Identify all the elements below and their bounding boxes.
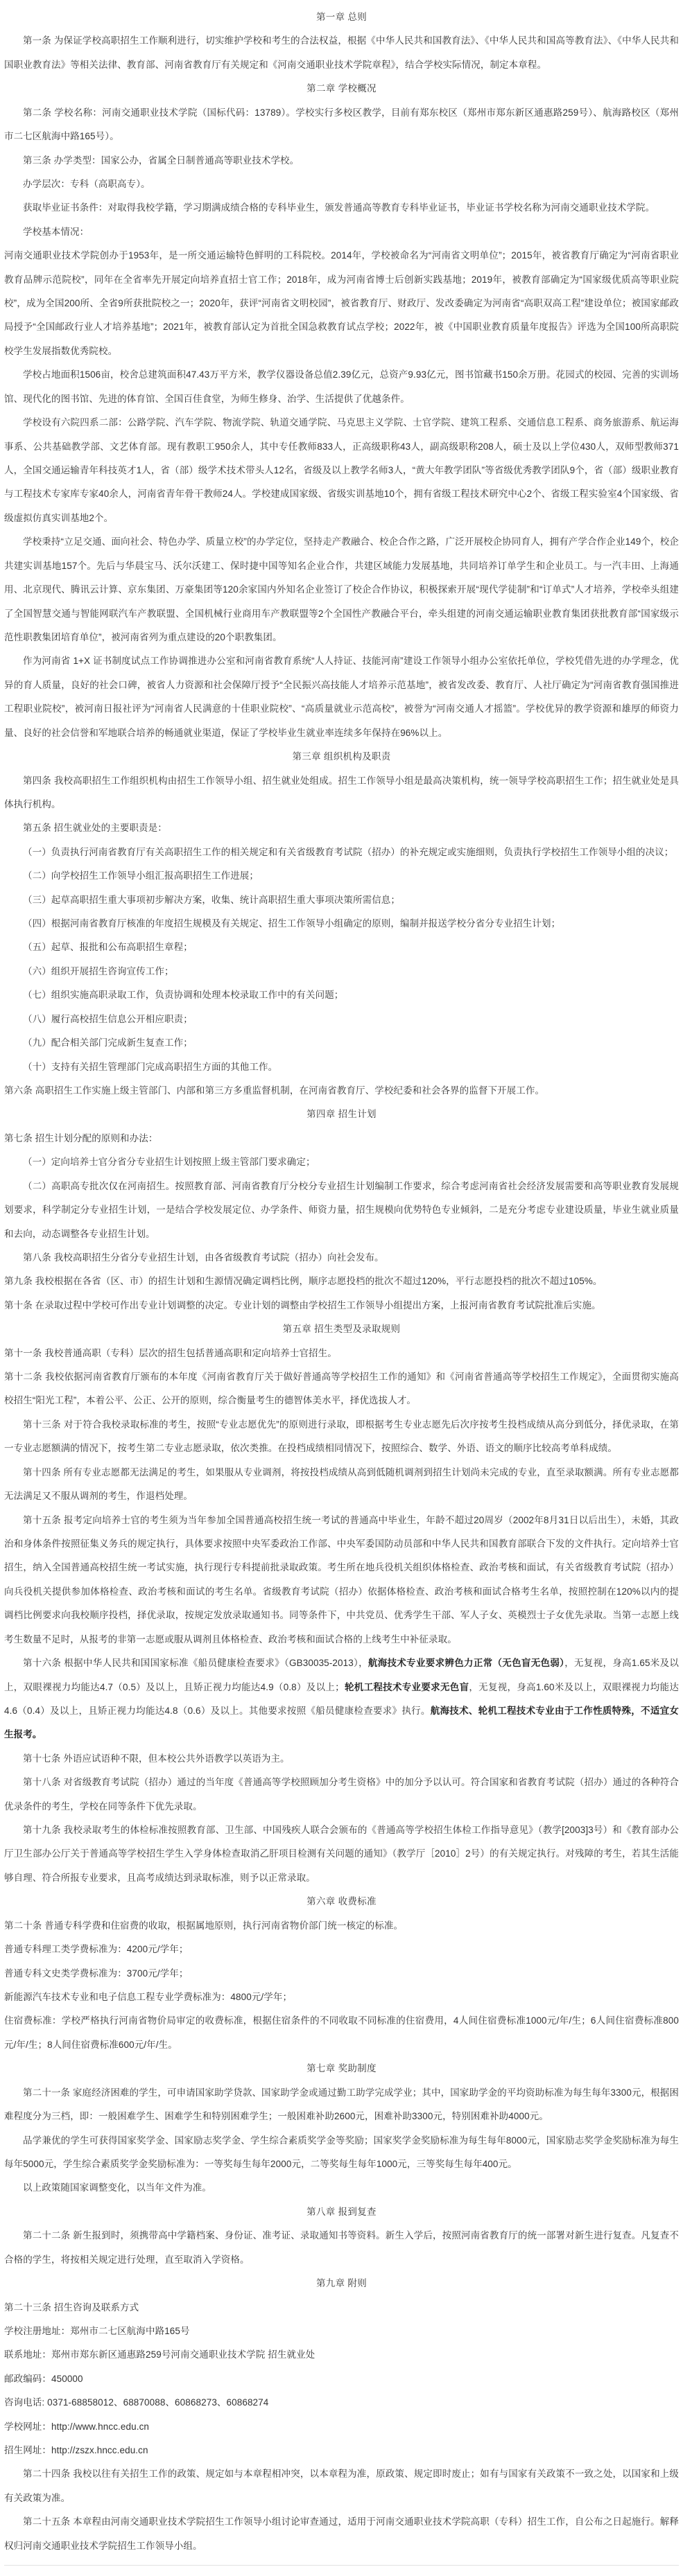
article-5-item-4: （四）根据河南省教育厅核准的年度招生规模及有关规定、招生工作领导小组确定的原则，编制并报送学校分省分专业招生计划； — [23, 918, 561, 929]
article-16-bold-marine-engineering-major: 轮机工程技术专业要求无色盲 — [344, 1681, 469, 1692]
article-5-item-6: （六）组织开展招生咨询宣传工作； — [23, 965, 174, 976]
school-website: 学校网址：http://www.hncc.edu.cn — [4, 2421, 150, 2432]
article-16-bold-female-notice: 航海技术、轮机工程技术专业由于工作性质特殊，不适宜女生报考。 — [4, 1705, 679, 1740]
article-8: 第八条 我校高职招生分省分专业招生计划，由各省级教育考试院（招办）向社会发布。 — [23, 1252, 384, 1263]
article-10: 第十条 在录取过程中学校可作出专业计划调整的决定。专业计划的调整由学校招生工作领导小组提出方案，上报河南省教育考试院批准后实施。 — [4, 1299, 601, 1311]
school-faculty-paragraph: 学校设有六院四系二部：公路学院、汽车学院、物流学院、轨道交通学院、马克思主义学院、士官学院、建筑工程系、交通信息工程系、商务旅游系、航运海事系、公共基础教学部、文艺体育部。现有教职工950余人，其中专任教师833人，正高级职称43人，副高级职称208人，硕士及以上学位430人，双师型教师371人，全国交通运输青年科技英才1人，省（部）级学术技术带头人12名，省级及以上教学名师3人，“黄大年教学团队”等省级优秀教学团队9个，省（部）级职业教育与工程技术专家库专家40余人，河南省青年骨干教师24人。学校建成国家级、省级实训基地10个，拥有省级工程技术研究中心2个、省级工程实验室4个国家级、省级虚拟仿真实训基地2个。 — [4, 417, 679, 523]
article-5-item-9: （九）配合相关部门完成新生复查工作； — [23, 1037, 193, 1049]
article-21: 第二十一条 家庭经济困难的学生，可申请国家助学贷款、国家助学金或通过勤工助学完成学业；其中，国家助学金的平均资助标准为每生每年3300元，根据困难程度分为三档，即：一般困难学生、困难学生和特别困难学生；一般困难补助2600元，困难补助3300元，特别困难补助4000元。 — [4, 2087, 679, 2122]
school-cooperation-paragraph: 学校秉持“立足交通、面向社会、特色办学、质量立校”的办学定位，坚持走产教融合、校企合作之路，广泛开展校企协同育人，拥有产学合作企业149个，校企共建实训基地157个。先后与华晨宝马、沃尔沃建工、保时捷中国等知名企业合作，共建区域能力发展基地，共同培养订单学生和企业员工。与一汽丰田、上海通用、北京现代、腾讯云计算、京东集团、万豪集团等120余家国内外知名企业签订了校企合作协议，积极探索开展“现代学徒制”和“订单式”人才培养，学校牵头组建了全国智慧交通与智能网联汽车产教联盟、全国机械行业商用车产教联盟等2个全国性产教融合平台，牵头组建的河南交通运输职业教育集团获批教育部“国家级示范性职教集团培育单位”，被河南省列为重点建设的20个职教集团。 — [4, 536, 679, 642]
article-7-item-2: （二）高职高专批次仅在河南招生。按照教育部、河南省教育厅分校分专业招生计划编制工作要求，综合考虑河南省社会经济发展需要和高等职业教育发展规划要求，科学制定分专业招生计划，一是结合学校发展定位、办学条件、师资力量，招生规模向优势特色专业倾斜，二是充分考虑专业建设质量，毕业生就业质量和去向，动态调整各专业招生计划。 — [4, 1180, 679, 1239]
article-5-item-10: （十）支持有关招生管理部门完成高职招生方面的其他工作。 — [23, 1061, 278, 1072]
postal-code: 邮政编码：450000 — [4, 2373, 83, 2384]
article-16-middle-2: ，无复视，身高1.60米及以上，双眼裸视力均能达4.6（0.4）及以上，且矫正视力均能达4.8（0.6）及以上。其他要求按照《船员健康检查要求》执行。 — [4, 1681, 679, 1716]
footer-divider — [4, 2565, 679, 2566]
article-16-middle-1: ，无复视，身高1.65米及以上，双眼裸视力均能达4.7（0.5）及以上，且矫正视力均能达4.9（0.8）及以上； — [4, 1658, 679, 1692]
article-5-item-3: （三）起草高职招生重大事项初步解决方案，收集、统计高职招生重大事项决策所需信息； — [23, 894, 400, 905]
contact-address: 联系地址：郑州市郑东新区通惠路259号河南交通职业技术学院 招生就业处 — [4, 2349, 315, 2360]
article-18: 第十八条 对省级教育考试院（招办）通过的当年度《普通高等学校照顾加分考生资格》中的加分予以认可。符合国家和省教育考试院（招办）通过的各种符合优录条件的考生，学校在同等条件下优先录取。 — [4, 1777, 679, 1812]
accommodation-fee-standard: 住宿费标准：学校严格执行河南省物价局审定的收费标准，根据住宿条件的不同收取不同标准的住宿费用，4人间住宿费标准1000元/年/生；6人间住宿费标准800元/年/生；8人间住宿费标准600元/年/生。 — [4, 2015, 679, 2050]
article-14: 第十四条 所有专业志愿都无法满足的考生，如果服从专业调剂，将按投档成绩从高到低随机调剂到招生计划尚未完成的专业，直至录取额满。所有专业志愿都无法满足又不服从调剂的考生，作退档处理。 — [4, 1466, 679, 1502]
article-17: 第十七条 外语应试语种不限，但本校公共外语教学以英语为主。 — [23, 1753, 290, 1764]
article-13: 第十三条 对于符合我校录取标准的考生，按照“专业志愿优先”的原则进行录取，即根据考生专业志愿先后次序按考生投档成绩从高分到低分，择优录取，在第一专业志愿额满的情况下，按考生第二专业志愿录取，依次类推。在投档成绩相同情况下，按照综合、数学、外语、语文的顺序比较高考单科成绩。 — [4, 1419, 679, 1454]
article-5: 第五条 招生就业处的主要职责是： — [23, 823, 167, 834]
scholarship-paragraph: 品学兼优的学生可获得国家奖学金、国家励志奖学金、学生综合素质奖学金等奖励；国家奖学金奖励标准为每生每年8000元，国家励志奖学金奖励标准为每生每年5000元，学生综合素质奖学金奖励标准为：一等奖每生每年2000元，二等奖每生每年1000元，三等奖每生每年400元。 — [4, 2135, 679, 2169]
school-campus-paragraph: 学校占地面积1506亩，校舍总建筑面积47.43万平方米，教学仪器设备总值2.39亿元，总资产9.93亿元，图书馆藏书150余万册。花园式的校园、完善的实训场馆、现代化的图书馆、先进的体育馆、全国百佳食堂，为师生修身、治学、生活提供了优越条件。 — [4, 369, 679, 404]
article-16 — [4, 1651, 679, 1747]
chapter-heading-5: 第五章 招生类型及录取规则 — [282, 1324, 401, 1335]
article-12: 第十二条 我校依据河南省教育厅颁布的本年度《河南省教育厅关于做好普通高等学校招生工作的通知》和《河南省普通高等学校招生工作规定》，全面贯彻实施高校招生“阳光工程”，本着公平、公正、公开的原则，综合衡量考生的德智体美水平，择优选拔人才。 — [4, 1372, 679, 1406]
chapter-heading-2: 第二章 学校概况 — [306, 83, 377, 94]
article-11: 第十一条 我校普通高职（专科）层次的招生包括普通高职和定向培养士官招生。 — [4, 1347, 337, 1358]
chapter-heading-3: 第三章 组织机构及职责 — [292, 751, 391, 762]
chapter-heading-1: 第一章 总则 — [315, 12, 368, 22]
article-4: 第四条 我校高职招生工作组织机构由招生工作领导小组、招生就业处组成。招生工作领导小组是最高决策机构，统一领导学校高职招生工作；招生就业处是具体执行机构。 — [4, 775, 679, 809]
school-basic-info-label: 学校基本情况： — [23, 226, 89, 237]
article-9: 第九条 我校根据在各省（区、市）的招生计划和生源情况确定调档比例，顺序志愿投档的批次不超过120%，平行志愿投档的批次不超过105%。 — [4, 1276, 603, 1287]
consultation-phone: 咨询电话: 0371-68858012、68870088、60868273、60868274 — [4, 2397, 269, 2408]
article-7: 第七条 招生计划分配的原则和办法： — [4, 1132, 158, 1144]
article-5-item-7: （七）组织实施高职录取工作，负责协调和处理本校录取工作中的有关问题； — [23, 990, 344, 1001]
article-2: 第二条 学校名称：河南交通职业技术学院（国标代码：13789）。学校实行多校区教学，目前有郑东校区（郑州市郑东新区通惠路259号）、航海路校区（郑州市二七区航海中路165号）。 — [4, 107, 679, 142]
article-5-item-2: （二）向学校招生工作领导小组汇报高职招生工作进展； — [23, 870, 259, 882]
chapter-heading-4: 第四章 招生计划 — [306, 1109, 377, 1120]
school-history-paragraph: 河南交通职业技术学院创办于1953年，是一所交通运输特色鲜明的工科院校。2014年，学校被命名为“河南省文明单位”；2015年，被省教育厅确定为“河南省职业教育品牌示范院校”，同年在全省率先开展定向培养直招士官工作；2018年，成为河南省博士后创新实践基地；2019年，被教育部确定为“国家级优质高等职业院校”，成为全国200所、全省9所获批院校之一；2020年，获评“河南省文明校园”，被省教育厅、财政厅、发改委确定为河南省“高职双高工程”建设单位；被国家邮政局授予“全国邮政行业人才培养基地”；2021年，被教育部认定为首批全国急救教育试点学校；2022年，被《中国职业教育质量年度报告》评选为全国100所高职院校学生发展指数优秀院校。 — [4, 250, 679, 356]
article-5-item-1: （一）负责执行河南省教育厅有关高职招生工作的相关规定和有关省级教育考试院（招办）的补充规定或实施细则，负责执行学校招生工作领导小组的决议； — [23, 846, 674, 857]
article-24: 第二十四条 我校以往有关招生工作的政策、规定如与本章程相冲突，以本章程为准，原政策、规定即时废止；如有与国家有关政策不一致之处，以国家和上级有关政策为准。 — [4, 2469, 679, 2503]
article-22: 第二十二条 新生报到时，须携带高中学籍档案、身份证、准考证、录取通知书等资料。新生入学后，按照河南省教育厅的统一部署对新生进行复查。凡复查不合格的学生，将按相关规定进行处理，直至取消入学资格。 — [4, 2230, 679, 2265]
article-16-prefix: 第十六条 根据中华人民共和国国家标准《船员健康检查要求》（GB30035-2013）， — [23, 1658, 368, 1669]
article-20: 第二十条 普通专科学费和住宿费的收取，根据属地原则，执行河南省物价部门统一核定的标准。 — [4, 1920, 404, 1931]
tuition-special-majors: 新能源汽车技术专业和电子信息工程专业学费标准为：4800元/学年； — [4, 1992, 293, 2003]
article-25: 第二十五条 本章程由河南交通职业技术学院招生工作领导小组讨论审查通过，适用于河南交通职业技术学院高职（专科）招生工作，自公布之日起施行。解释权归河南交通职业技术学院招生工作领导小组。 — [4, 2516, 679, 2551]
school-level: 办学层次：专科（高职高专）。 — [23, 178, 150, 189]
article-5-item-5: （五）起草、报批和公布高职招生章程； — [23, 942, 193, 953]
article-3: 第三条 办学类型：国家公办，省属全日制普通高等职业技术学校。 — [23, 155, 300, 166]
article-1: 第一条 为保证学校高职招生工作顺利进行，切实维护学校和考生的合法权益，根据《中华人民共和国教育法》、《中华人民共和国高等教育法》、《中华人民共和国职业教育法》等相关法律、教育部、河南省教育厅有关规定和《河南交通职业技术学院章程》，结合学校实际情况，制定本章程。 — [4, 35, 679, 70]
article-19: 第十九条 我校录取考生的体检标准按照教育部、卫生部、中国残疾人联合会颁布的《普通高等学校招生体检工作指导意见》（教学[2003]3号）和《教育部办公厅卫生部办公厅关于普通高等学校招生学生入学身体检查取消乙肝项目检测有关问题的通知》（教学厅［2010］2号）的有关规定执行。对残障的考生，若其生活能够自理、符合所报专业要求，且高考成绩达到录取标准，则予以正常录取。 — [4, 1825, 679, 1883]
school-honors-paragraph: 作为河南省 1+X 证书制度试点工作协调推进办公室和河南省教育系统“人人持证、技能河南”建设工作领导小组办公室依托单位，学校凭借先进的办学理念，优异的育人质量，良好的社会口碑，被省人力资源和社会保障厅授予“全民振兴高技能人才培养示范基地”，被省发改委、教育厅、人社厅确定为“河南省教育强国推进工程职业院校”，被河南日报社评为“河南省人民满意的十佳职业院校”、“高质量就业示范高校”，被誉为“河南交通人才摇篮”。学校优异的教学资源和雄厚的师资力量、良好的社会信誉和军地联合培养的畅通就业渠道，保证了学校毕业生就业率连续多年保持在96%以上。 — [4, 656, 679, 738]
article-7-item-1: （一）定向培养士官分省分专业招生计划按照上级主管部门要求确定； — [23, 1157, 315, 1168]
chapter-heading-9: 第九章 附则 — [315, 2278, 368, 2289]
chapter-heading-8: 第八章 报到复查 — [306, 2206, 377, 2217]
chapter-heading-6: 第六章 收费标准 — [306, 1896, 377, 1907]
registered-address: 学校注册地址：郑州市二七区航海中路165号 — [4, 2325, 190, 2336]
tuition-science-engineering: 普通专科理工类学费标准为：4200元/学年； — [4, 1944, 189, 1955]
article-5-item-8: （八）履行高校招生信息公开相应职责； — [23, 1013, 193, 1024]
article-23: 第二十三条 招生咨询及联系方式 — [4, 2302, 139, 2313]
article-6: 第六条 高职招生工作实施上级主管部门、内部和第三方多重监督机制，在河南省教育厅、学校纪委和社会各界的监督下开展工作。 — [4, 1085, 545, 1096]
chapter-heading-7: 第七章 奖助制度 — [306, 2063, 377, 2074]
tuition-liberal-arts: 普通专科文史类学费标准为：3700元/学年； — [4, 1968, 189, 1979]
policy-change-note: 以上政策随国家调整变化，以当年文件为准。 — [23, 2182, 211, 2193]
diploma-conditions: 获取毕业证书条件：对取得我校学籍，学习期满成绩合格的专科毕业生，颁发普通高等教育专科毕业证书，毕业证书学校名称为河南交通职业技术学院。 — [23, 202, 655, 213]
article-15: 第十五条 报考定向培养士官的考生须为当年参加全国普通高校招生统一考试的普通高中毕业生，年龄不超过20周岁（2002年8月31日以后出生），未婚，其政治和身体条件按照征集义务兵的规定执行，具体要求按照中央军委政治工作部、中央军委国防动员部和中华人民共和国教育部联合下发的文件执行。定向培养士官招生，纳入全国普通高校招生统一考试实施，执行现行专科提前批录取政策。考生所在地兵役机关组织体格检查、政治考核和面试，有关省级教育考试院（招办）向兵役机关提供参加体格检查、政治考核和面试的考生名单。省级教育考试院（招办）依据体格检查、政治考核和面试合格考生名单，按照控制在120%以内的提调档比例要求向我校顺序投档，择优录取，按规定发放录取通知书。同等条件下，中共党员、优秀学生干部、军人子女、英模烈士子女优先录取。当第一志愿上线考生数量不足时，从报考的非第一志愿或服从调剂且体格检查、政治考核和面试合格的上线考生中补征录取。 — [4, 1514, 679, 1645]
admissions-website: 招生网址：http://zszx.hncc.edu.cn — [4, 2445, 148, 2456]
article-16-bold-navigation-major: 航海技术专业要求辨色力正常（无色盲无色弱） — [368, 1658, 565, 1669]
